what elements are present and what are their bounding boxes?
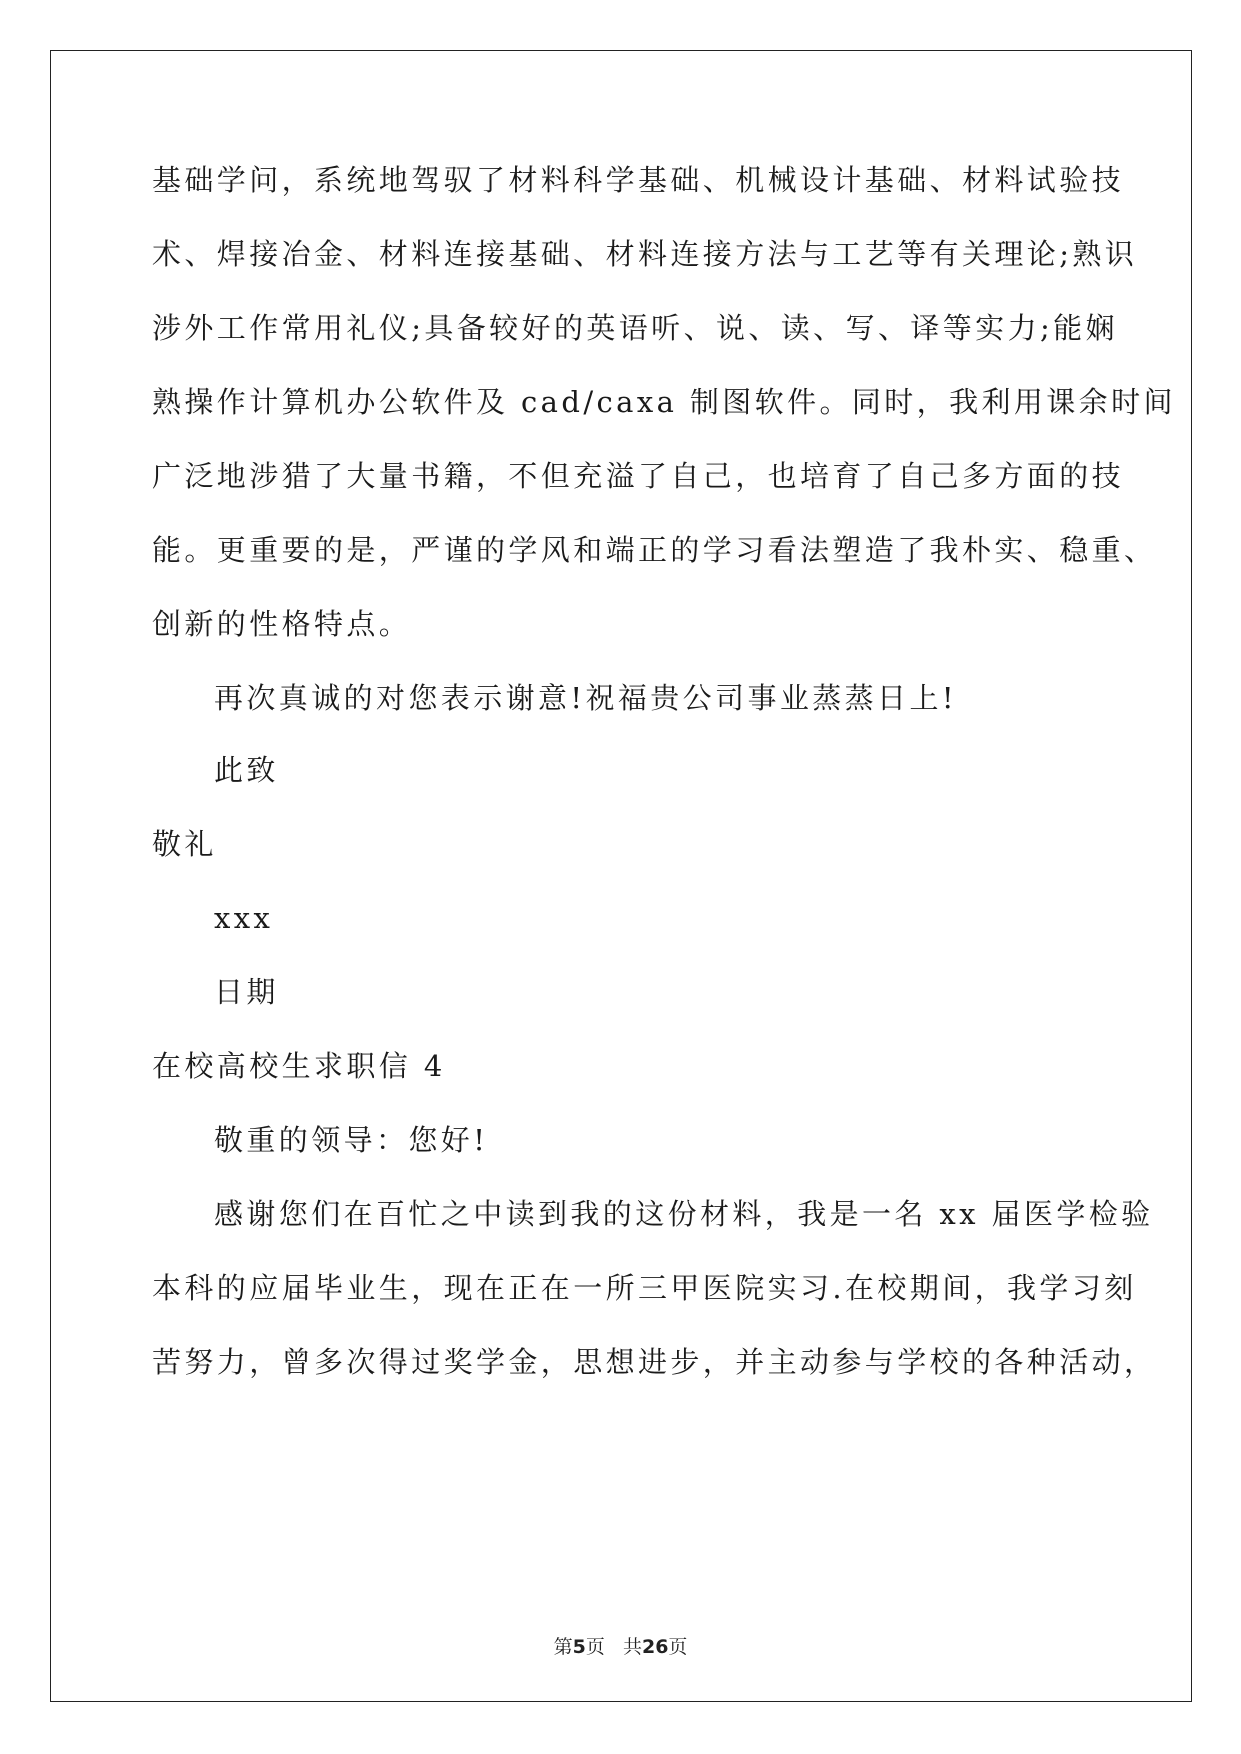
signature-name: xxx bbox=[214, 901, 274, 935]
paragraph-line: 广泛地涉猎了大量书籍，不但充溢了自己，也培育了自己多方面的技 bbox=[152, 459, 1125, 493]
footer-prefix: 第 bbox=[553, 1636, 573, 1658]
paragraph-line: 能。更重要的是，严谨的学风和端正的学习看法塑造了我朴实、稳重、 bbox=[152, 533, 1157, 567]
paragraph-line: 术、焊接冶金、材料连接基础、材料连接方法与工艺等有关理论;熟识 bbox=[152, 237, 1138, 271]
page-border bbox=[50, 50, 1192, 1702]
closing-salutation: 此致 bbox=[214, 753, 279, 787]
closing-regards: 敬礼 bbox=[152, 827, 217, 861]
paragraph-line: 基础学问，系统地驾驭了材料科学基础、机械设计基础、材料试验技 bbox=[152, 163, 1125, 197]
section-title: 在校高校生求职信 4 bbox=[152, 1049, 446, 1083]
signature-date: 日期 bbox=[214, 975, 279, 1009]
closing-wish: 再次真诚的对您表示谢意!祝福贵公司事业蒸蒸日上! bbox=[214, 681, 957, 715]
letter-greeting: 敬重的领导：您好! bbox=[214, 1123, 489, 1157]
paragraph-line: 苦努力，曾多次得过奖学金，思想进步，并主动参与学校的各种活动， bbox=[152, 1345, 1157, 1379]
footer-total-prefix: 共 bbox=[622, 1636, 642, 1658]
footer-total-suffix: 页 bbox=[668, 1636, 688, 1658]
paragraph-line: 熟操作计算机办公软件及 cad/caxa 制图软件。同时，我利用课余时间 bbox=[152, 385, 1176, 419]
current-page-number: 5 bbox=[572, 1636, 586, 1658]
footer-page-suffix: 页 bbox=[585, 1636, 605, 1658]
paragraph-line: 本科的应届毕业生，现在正在一所三甲医院实习.在校期间，我学习刻 bbox=[152, 1271, 1137, 1305]
page-footer bbox=[0, 1632, 1241, 1659]
paragraph-line: 创新的性格特点。 bbox=[152, 607, 412, 641]
paragraph-line: 感谢您们在百忙之中读到我的这份材料，我是一名 xx 届医学检验 bbox=[214, 1197, 1154, 1231]
total-page-count: 26 bbox=[641, 1636, 669, 1658]
paragraph-line: 涉外工作常用礼仪;具备较好的英语听、说、读、写、译等实力;能娴 bbox=[152, 311, 1118, 345]
